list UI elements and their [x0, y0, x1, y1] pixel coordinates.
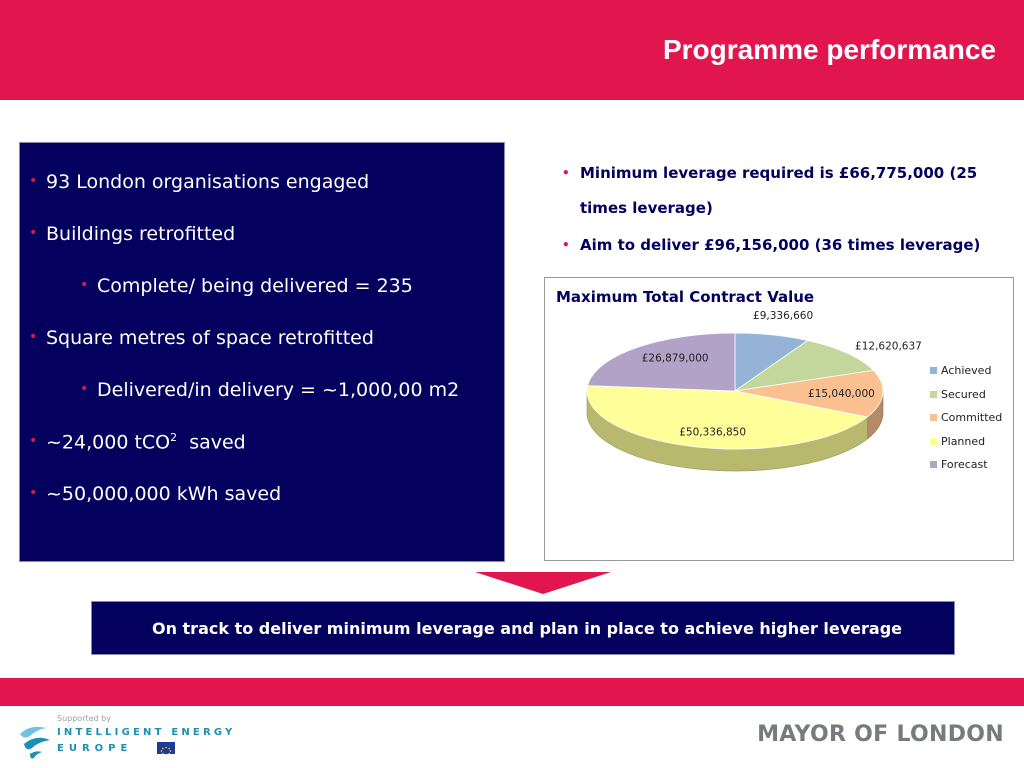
footer-bar [0, 678, 1024, 706]
eu-flag-icon [157, 742, 175, 754]
contract-value-chart [544, 277, 1014, 561]
conclusion-text: On track to deliver minimum leverage and plan in place to achieve higher leverage [151, 619, 903, 638]
chart-title: Maximum Total Contract Value [556, 288, 815, 306]
mayor-of-london-logo: MAYOR OF LONDON [757, 722, 1004, 747]
legend-label: Planned [941, 434, 986, 448]
footer [0, 706, 1024, 768]
pie-label-planned: £50,336,850 [679, 426, 747, 439]
legend-label: Committed [941, 411, 1003, 424]
legend-item-secured [930, 388, 1002, 412]
stat-space-delivered: • Delivered/in delivery = ~1,000,00 m2 [80, 379, 460, 401]
stat-kwh-saved: • ~50,000,000 kWh saved [29, 483, 282, 505]
stat-organisations: • 93 London organisations engaged [29, 171, 370, 193]
bullet-dot-icon: • [562, 238, 570, 252]
legend-label: Forecast [941, 458, 988, 471]
pie-label-forecast: £26,879,000 [641, 352, 709, 365]
iee-wordmark-line2: EUROPE [57, 743, 133, 754]
pie-label-secured: £12,620,637 [855, 340, 922, 353]
iee-wordmark-line1: INTELLIGENT ENERGY [57, 727, 236, 738]
pie-label-committed: £15,040,000 [808, 388, 875, 401]
stat-co2-saved: • ~24,000 tCO$^2$ saved [29, 431, 246, 454]
leverage-minimum: • Minimum leverage required is £66,775,000 (25 times leverage) [560, 156, 1000, 226]
slide-title: Programme performance [662, 34, 996, 65]
legend-swatch [930, 391, 937, 398]
chart-legend [930, 364, 1002, 482]
legend-label: Secured [941, 387, 986, 401]
legend-label: Achieved [941, 364, 992, 377]
legend-swatch [930, 461, 937, 468]
legend-item-forecast [930, 458, 1002, 482]
legend-swatch [930, 367, 937, 374]
pie-label-achieved: £9,336,660 [753, 310, 814, 323]
stat-buildings-heading: • Buildings retrofitted [29, 223, 236, 245]
legend-swatch [930, 414, 937, 421]
bullet-dot-icon: • [80, 277, 89, 293]
legend-item-committed [930, 411, 1002, 435]
stat-space-heading: • Square metres of space retrofitted [29, 327, 374, 349]
leverage-aim: • Aim to deliver £96,156,000 (36 times leverage) [560, 228, 1000, 263]
bullet-dot-icon: • [29, 173, 38, 189]
supported-by-label: Supported by [57, 714, 111, 723]
bullet-dot-icon: • [29, 485, 38, 501]
bullet-dot-icon: • [29, 225, 38, 241]
bullet-dot-icon: • [29, 329, 38, 345]
legend-item-planned [930, 435, 1002, 459]
leverage-bullets [560, 156, 1000, 263]
bullet-dot-icon: • [29, 433, 38, 449]
conclusion-banner [91, 601, 955, 655]
header-bar [0, 0, 1024, 100]
stat-buildings-complete: • Complete/ being delivered = 235 [80, 275, 413, 297]
key-stats-panel [19, 142, 505, 562]
iee-swirl-logo-icon [16, 720, 56, 762]
bullet-dot-icon: • [80, 381, 89, 397]
bullet-dot-icon: • [562, 166, 570, 180]
down-arrow-icon [475, 572, 611, 594]
legend-swatch [930, 438, 937, 445]
legend-item-achieved [930, 364, 1002, 388]
